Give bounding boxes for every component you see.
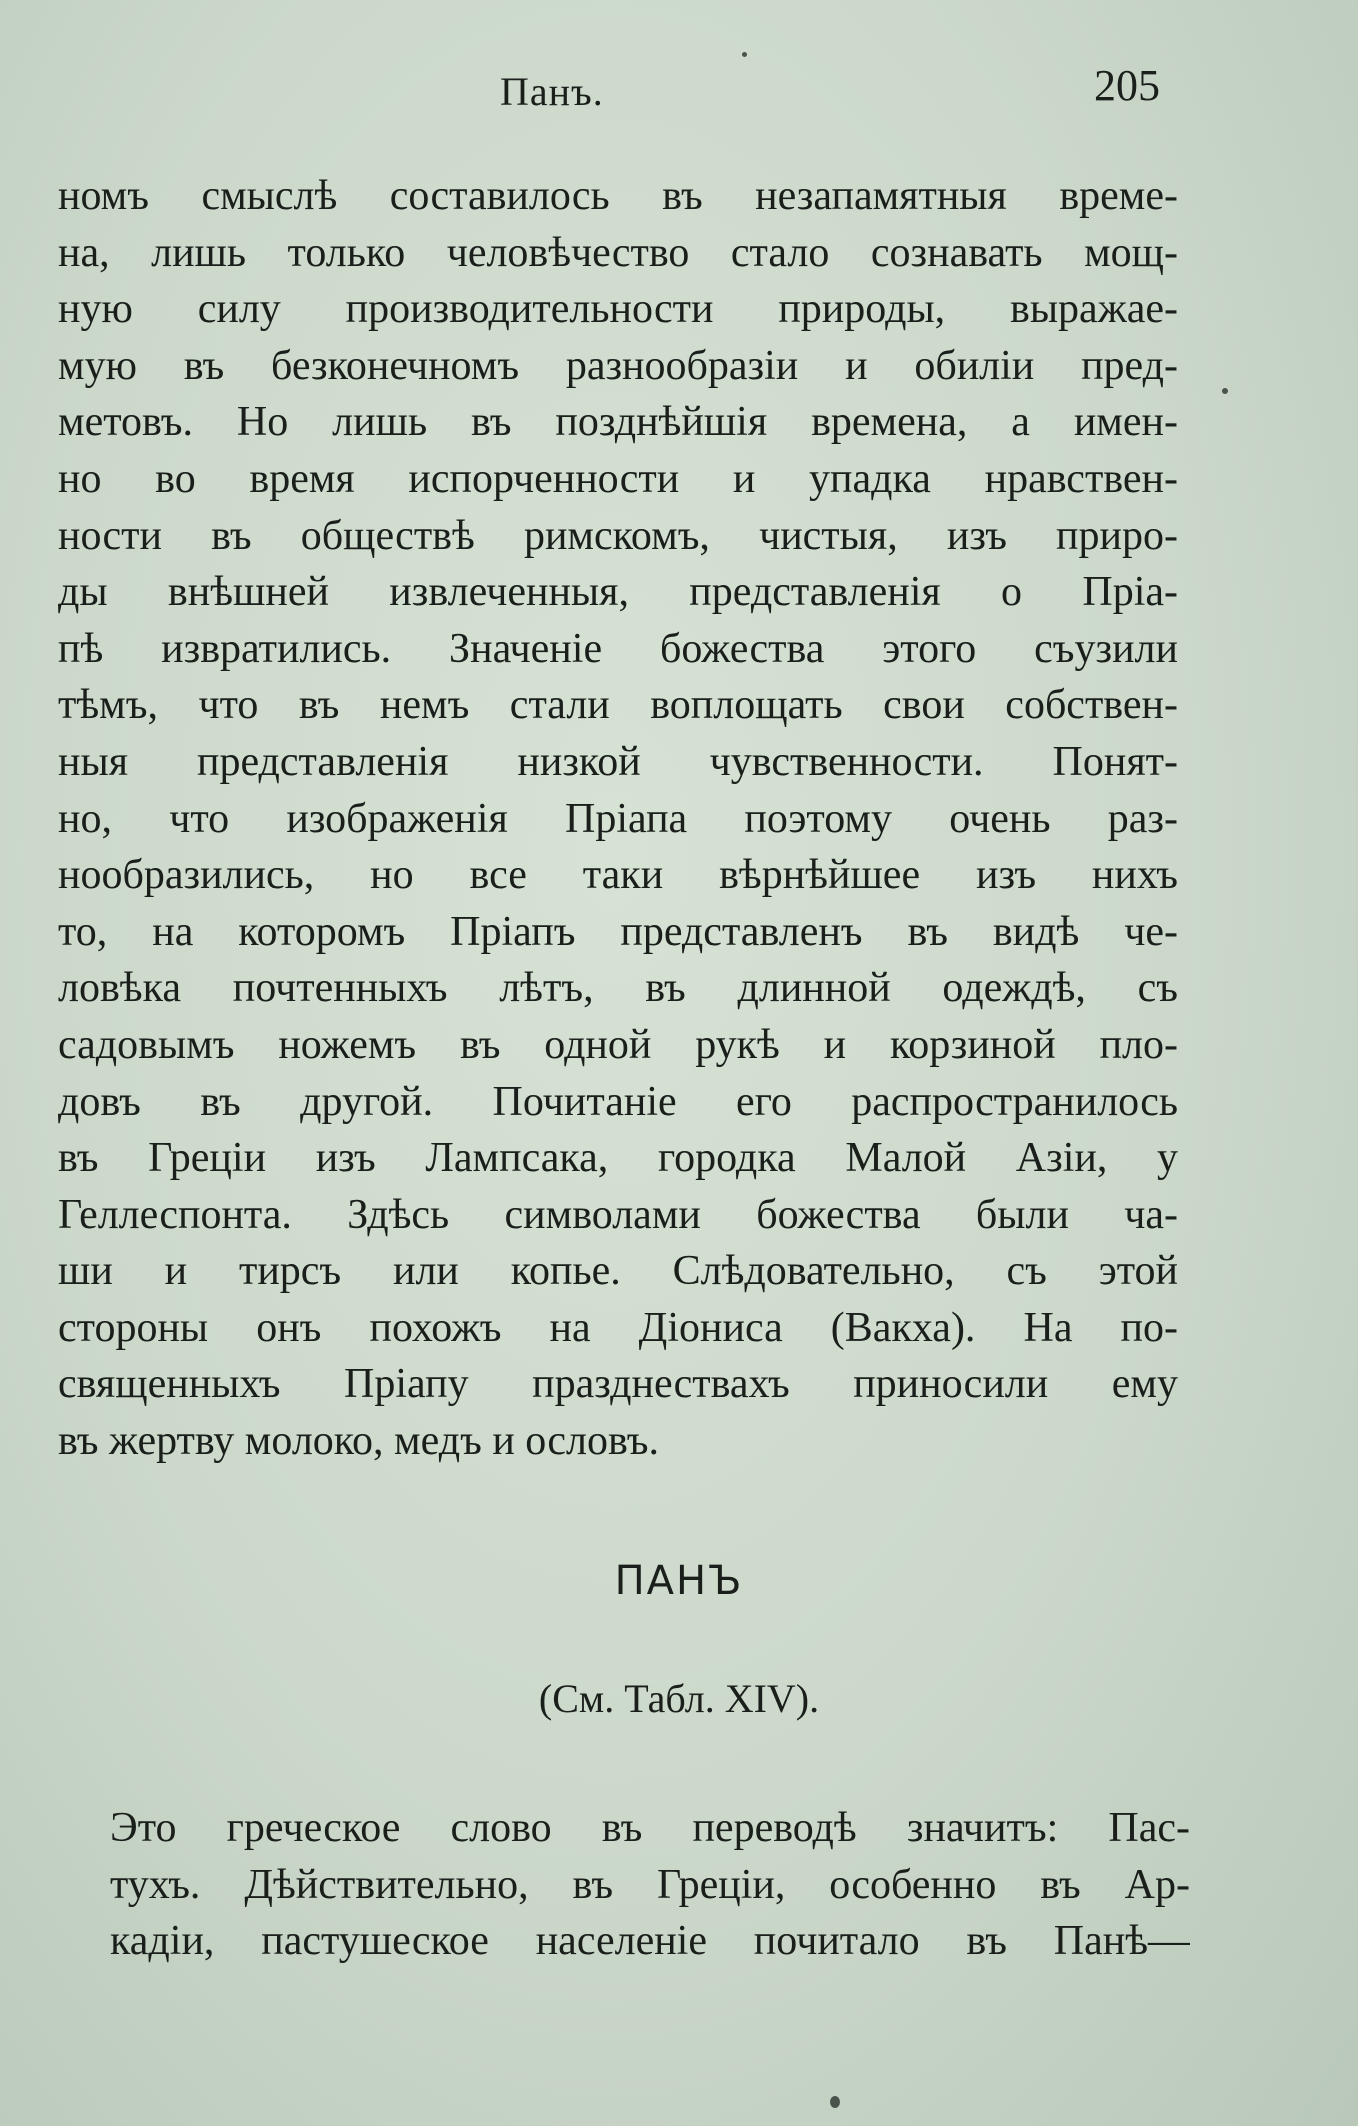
- text-line: номъ смыслѣ составилось въ незапамятныя време-: [58, 173, 1178, 219]
- paper-speck: [1222, 388, 1228, 394]
- text-line: тѣмъ, что въ немъ стали воплощать свои собствен-: [58, 682, 1178, 729]
- text-line: но, что изображенія Пріапа поэтому очень раз-: [58, 795, 1178, 842]
- text-line: довъ въ другой. Почитаніе его распространилось: [58, 1078, 1178, 1125]
- text-line: ную силу производительности природы, выражае-: [58, 286, 1178, 333]
- text-line: садовымъ ножемъ въ одной рукѣ и корзиной пло-: [58, 1021, 1178, 1068]
- running-head: [60, 60, 1160, 114]
- text-line: священныхъ Пріапу празднествахъ приносили ему: [58, 1361, 1178, 1408]
- paper-speck: [830, 2096, 840, 2108]
- paragraph-pan: [110, 1800, 1190, 1970]
- text-line: ды внѣшней извлеченныя, представленія о Пріа-: [58, 569, 1178, 616]
- text-line: ловѣка почтенныхъ лѣтъ, въ длинной одеждѣ, съ: [58, 965, 1178, 1012]
- text-line: въ Греціи изъ Лампсака, городка Малой Азіи, у: [58, 1135, 1178, 1182]
- plate-reference: (См. Табл. XIV).: [538, 1676, 820, 1721]
- text-line: то, на которомъ Пріапъ представленъ въ видѣ че-: [58, 908, 1178, 955]
- text-line: ныя представленія низкой чувственности. Понят-: [58, 738, 1178, 785]
- text-line: мую въ безконечномъ разнообразіи и обиліи пред-: [58, 342, 1178, 389]
- text-line: нообразились, но все таки вѣрнѣйшее изъ нихъ: [58, 852, 1178, 899]
- text-line: тухъ. Дѣйствительно, въ Греціи, особенно въ Ар-: [110, 1861, 1190, 1908]
- text-line: стороны онъ похожъ на Діониса (Вакха). На по-: [58, 1304, 1178, 1351]
- text-line: но во время испорченности и упадка нравствен-: [58, 455, 1178, 502]
- paragraph-priapus: [58, 168, 1178, 1470]
- page-number: 205: [1094, 61, 1160, 110]
- text-line: Это греческое слово въ переводѣ значитъ: Пас-: [110, 1805, 1190, 1851]
- text-line: въ жертву молоко, медъ и ословъ.: [58, 1418, 659, 1465]
- running-title: Панъ.: [500, 69, 604, 114]
- text-line: на, лишь только человѣчество стало сознавать мощ-: [58, 229, 1178, 276]
- text-line: кадіи, пастушеское населеніе почитало въ Панѣ—: [110, 1918, 1190, 1965]
- section-heading: ПАНЪ: [614, 1558, 744, 1604]
- text-line: ности въ обществѣ римскомъ, чистыя, изъ приро-: [58, 512, 1178, 559]
- text-line: метовъ. Но лишь въ позднѣйшія времена, а имен-: [58, 399, 1178, 446]
- text-line: пѣ извратились. Значеніе божества этого съузили: [58, 625, 1178, 672]
- text-line: Геллеспонта. Здѣсь символами божества были ча-: [58, 1191, 1178, 1238]
- text-line: ши и тирсъ или копье. Слѣдовательно, съ этой: [58, 1248, 1178, 1295]
- paper-speck: [742, 52, 747, 57]
